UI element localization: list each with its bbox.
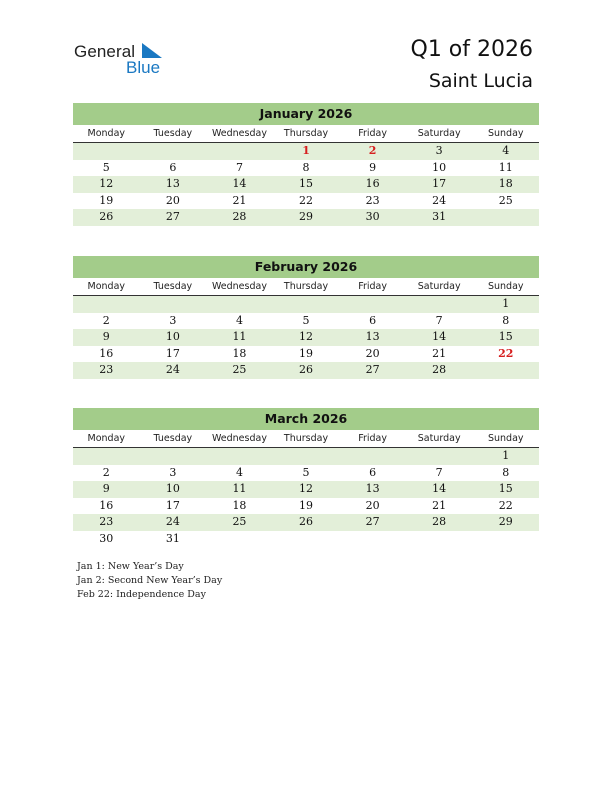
date-cell: 6 — [369, 465, 377, 479]
date-cell — [206, 531, 273, 548]
weekday-label: Sunday — [487, 281, 524, 292]
weekday-header-row — [73, 278, 539, 296]
weekday-label: Wednesday — [211, 128, 267, 139]
weekday-label: Saturday — [417, 281, 461, 292]
weekday-label: Monday — [87, 281, 126, 292]
date-cell: 4 — [502, 144, 510, 157]
date-cell — [206, 448, 273, 465]
date-cell — [273, 296, 340, 313]
date-cell: 16 — [365, 177, 380, 190]
date-cell: 4 — [235, 465, 243, 479]
date-cell: 3 — [169, 465, 177, 479]
weekday-label: Wednesday — [211, 433, 267, 444]
date-cell: 24 — [165, 363, 180, 376]
date-cell: 22 — [498, 498, 513, 512]
holiday-date-cell: 2 — [368, 144, 377, 157]
date-cell: 7 — [235, 160, 243, 174]
date-cell: 1 — [502, 449, 510, 462]
date-cell — [406, 531, 473, 548]
date-cell: 5 — [302, 313, 310, 327]
date-cell: 15 — [498, 330, 513, 343]
date-cell: 21 — [432, 346, 447, 360]
weekday-label: Friday — [358, 128, 387, 139]
week-row — [73, 193, 539, 210]
date-cell — [73, 448, 140, 465]
date-cell: 8 — [502, 313, 510, 327]
date-cell — [73, 296, 140, 313]
date-cell: 10 — [165, 482, 180, 495]
date-cell: 30 — [365, 210, 380, 223]
date-cell — [406, 296, 473, 313]
weekday-label: Sunday — [487, 128, 524, 139]
date-cell: 17 — [165, 346, 180, 360]
date-cell: 20 — [365, 498, 380, 512]
week-row — [73, 514, 539, 531]
date-cell: 9 — [102, 482, 110, 495]
date-cell: 17 — [432, 177, 447, 190]
date-cell: 1 — [502, 297, 510, 310]
date-cell: 16 — [99, 498, 114, 512]
date-cell: 4 — [235, 313, 243, 327]
week-row — [73, 313, 539, 330]
date-cell: 3 — [435, 144, 443, 157]
logo-blue-text: Blue — [126, 58, 161, 77]
date-cell — [339, 448, 406, 465]
date-cell: 28 — [232, 210, 247, 223]
date-cell: 29 — [498, 515, 513, 528]
date-cell — [140, 143, 207, 160]
week-row — [73, 176, 539, 193]
date-cell: 28 — [432, 363, 447, 376]
week-row — [73, 296, 539, 313]
date-cell: 27 — [365, 515, 380, 528]
date-cell — [206, 296, 273, 313]
date-cell: 26 — [99, 210, 114, 223]
date-cell — [472, 531, 539, 548]
generalblue-logo — [74, 42, 174, 78]
weekday-label: Thursday — [283, 281, 329, 292]
month-title: February 2026 — [73, 256, 539, 278]
date-cell: 31 — [165, 531, 180, 545]
weekday-header-row — [73, 430, 539, 448]
holiday-note: Jan 2: Second New Year’s Day — [77, 575, 223, 586]
date-cell: 11 — [498, 160, 513, 174]
week-row — [73, 448, 539, 465]
date-cell: 27 — [365, 363, 380, 376]
weekday-label: Tuesday — [153, 128, 193, 139]
date-cell: 31 — [432, 210, 447, 223]
date-cell: 25 — [232, 363, 247, 376]
weekday-label: Tuesday — [153, 281, 193, 292]
week-row — [73, 160, 539, 177]
date-cell: 15 — [299, 177, 314, 190]
date-cell: 23 — [365, 193, 380, 207]
date-cell: 10 — [432, 160, 447, 174]
date-cell — [273, 448, 340, 465]
weekday-label: Monday — [87, 128, 126, 139]
holiday-date-cell: 1 — [302, 144, 310, 157]
month-title: January 2026 — [73, 103, 539, 125]
date-cell: 25 — [498, 193, 513, 207]
weekday-header-row — [73, 125, 539, 143]
date-cell: 7 — [435, 313, 443, 327]
date-cell: 24 — [432, 193, 447, 207]
date-cell: 25 — [232, 515, 247, 528]
holiday-date-cell: 22 — [498, 346, 514, 360]
weekday-label: Friday — [358, 281, 387, 292]
date-cell: 27 — [165, 210, 180, 223]
week-row — [73, 346, 539, 363]
date-cell: 23 — [99, 515, 114, 528]
date-cell: 13 — [165, 177, 180, 190]
weekday-label: Monday — [87, 433, 126, 444]
date-cell — [472, 209, 539, 226]
date-cell: 16 — [99, 346, 114, 360]
date-cell: 12 — [299, 330, 314, 343]
date-cell: 13 — [365, 330, 380, 343]
date-cell: 21 — [232, 193, 247, 207]
date-cell: 2 — [102, 313, 110, 327]
page-title: Q1 of 2026 — [410, 37, 533, 62]
page-subtitle: Saint Lucia — [428, 70, 533, 92]
date-cell — [339, 531, 406, 548]
date-cell: 7 — [435, 465, 443, 479]
date-cell: 30 — [99, 531, 114, 545]
date-cell: 14 — [432, 482, 447, 495]
date-cell — [140, 296, 207, 313]
weekday-label: Saturday — [417, 433, 461, 444]
month-calendar-march — [73, 408, 539, 547]
week-row — [73, 362, 539, 379]
date-cell — [339, 296, 406, 313]
week-row — [73, 209, 539, 226]
date-cell: 17 — [165, 498, 180, 512]
date-cell: 22 — [299, 193, 314, 207]
date-cell — [206, 143, 273, 160]
date-cell: 6 — [169, 160, 177, 174]
holiday-note: Feb 22: Independence Day — [77, 589, 206, 600]
date-cell: 18 — [232, 498, 247, 512]
date-cell: 8 — [302, 160, 310, 174]
date-cell — [273, 531, 340, 548]
date-cell: 12 — [99, 177, 114, 190]
date-cell: 26 — [299, 515, 314, 528]
weekday-label: Wednesday — [211, 281, 267, 292]
date-cell: 19 — [299, 498, 314, 512]
date-cell: 21 — [432, 498, 447, 512]
date-cell — [406, 448, 473, 465]
date-cell — [472, 362, 539, 379]
date-cell: 8 — [502, 465, 510, 479]
date-cell: 9 — [102, 330, 110, 343]
holiday-notes — [77, 560, 222, 602]
date-cell: 5 — [102, 160, 110, 174]
month-title: March 2026 — [73, 408, 539, 430]
weekday-label: Thursday — [283, 128, 329, 139]
date-cell: 3 — [169, 313, 177, 327]
date-cell: 14 — [232, 177, 247, 190]
date-cell: 2 — [102, 465, 110, 479]
weekday-label: Friday — [358, 433, 387, 444]
date-cell: 23 — [99, 363, 114, 376]
week-row — [73, 531, 539, 548]
date-cell: 18 — [498, 177, 513, 190]
month-calendar-february — [73, 256, 539, 379]
date-cell: 6 — [369, 313, 377, 327]
date-cell: 20 — [165, 193, 180, 207]
weekday-label: Tuesday — [153, 433, 193, 444]
date-cell: 9 — [369, 160, 377, 174]
date-cell: 15 — [498, 482, 513, 495]
date-cell: 20 — [365, 346, 380, 360]
weekday-label: Sunday — [487, 433, 524, 444]
date-cell: 18 — [232, 346, 247, 360]
date-cell: 28 — [432, 515, 447, 528]
date-cell: 24 — [165, 515, 180, 528]
date-cell: 14 — [432, 330, 447, 343]
date-cell: 12 — [299, 482, 314, 495]
date-cell: 19 — [99, 193, 114, 207]
logo-general-text: General — [74, 42, 136, 61]
date-cell: 29 — [299, 210, 314, 223]
week-row — [73, 143, 539, 160]
weekday-label: Thursday — [283, 433, 329, 444]
weekday-label: Saturday — [417, 128, 461, 139]
date-cell: 5 — [302, 465, 310, 479]
date-cell: 13 — [365, 482, 380, 495]
holiday-note: Jan 1: New Year’s Day — [77, 561, 184, 572]
date-cell — [140, 448, 207, 465]
date-cell: 10 — [165, 330, 180, 343]
date-cell: 19 — [299, 346, 314, 360]
week-row — [73, 465, 539, 482]
week-row — [73, 481, 539, 498]
month-calendar-january — [73, 103, 539, 226]
date-cell — [73, 143, 140, 160]
date-cell: 26 — [299, 363, 314, 376]
week-row — [73, 498, 539, 515]
date-cell: 11 — [232, 482, 247, 495]
week-row — [73, 329, 539, 346]
date-cell: 11 — [232, 330, 247, 343]
logo-triangle-icon — [140, 43, 162, 59]
